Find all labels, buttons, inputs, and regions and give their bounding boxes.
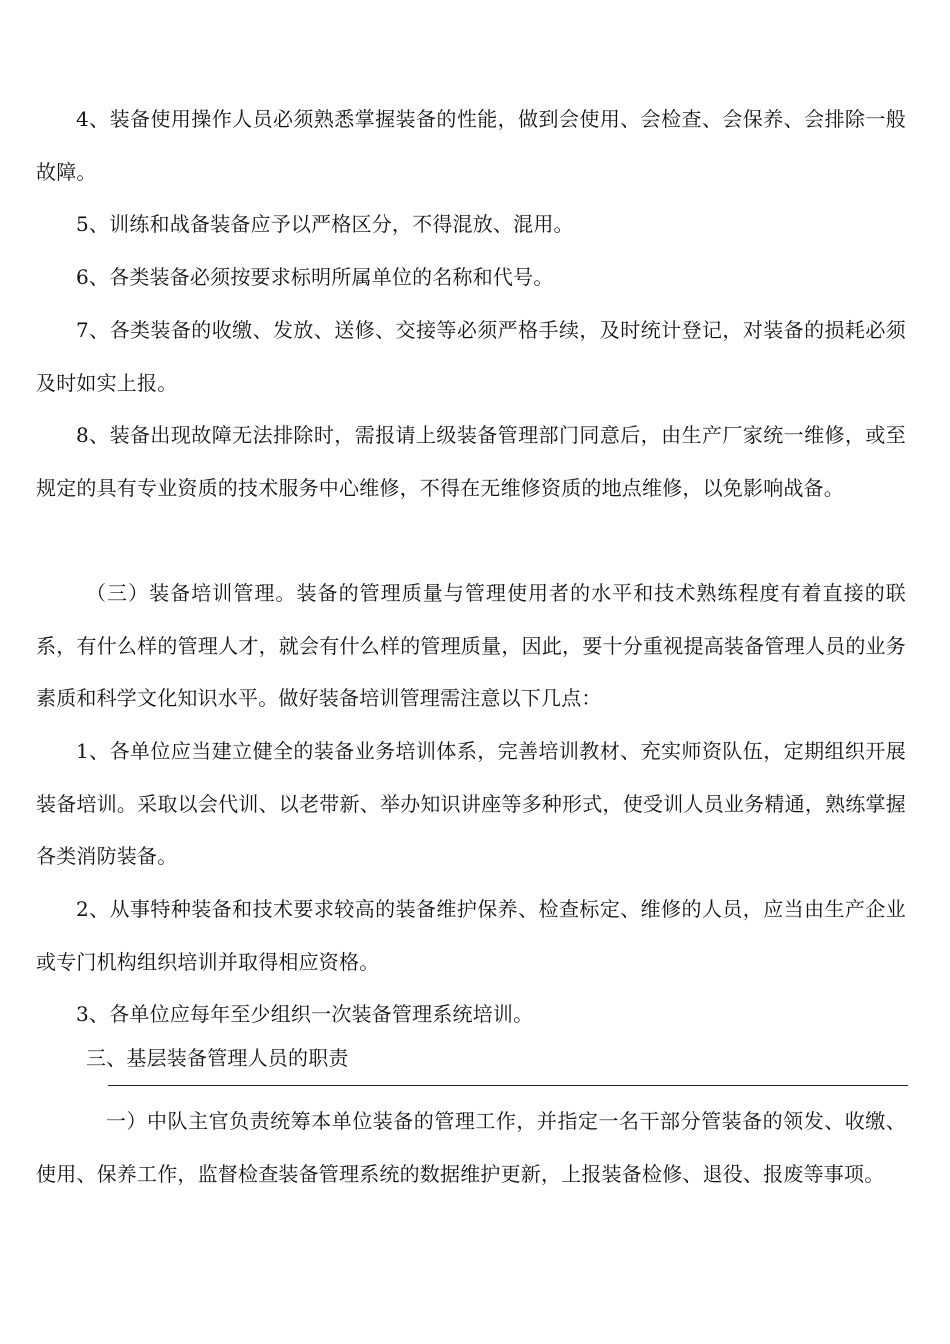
heading-underline-divider <box>108 1085 908 1086</box>
paragraph-item-7: 7、各类装备的收缴、发放、送修、交接等必须严格手续，及时统计登记，对装备的损耗必须及时如实上报。 <box>36 318 906 395</box>
section-heading: 三、基层装备管理人员的职责 <box>86 1046 349 1070</box>
paragraph-item-6: 6、各类装备必须按要求标明所属单位的名称和代号。 <box>76 265 554 289</box>
paragraph-item-5: 5、训练和战备装备应予以严格区分，不得混放、混用。 <box>76 212 574 236</box>
paragraph-training-item-3: 3、各单位应每年至少组织一次装备管理系统培训。 <box>76 1002 534 1026</box>
paragraph-item-8: 8、装备出现故障无法排除时，需报请上级装备管理部门同意后，由生产厂家统一维修，或至规定的具有专业资质的技术服务中心维修，不得在无维修资质的地点维修，以免影响战备。 <box>36 423 906 500</box>
paragraph-training-item-2: 2、从事特种装备和技术要求较高的装备维护保养、检查标定、维修的人员，应当由生产企业或专门机构组织培训并取得相应资格。 <box>36 897 906 974</box>
paragraph-item-4: 4、装备使用操作人员必须熟悉掌握装备的性能，做到会使用、会检查、会保养、会排除一般故障。 <box>36 107 906 184</box>
paragraph-training-item-1: 1、各单位应当建立健全的装备业务培训体系，完善培训教材、充实师资队伍，定期组织开展装备培训。采取以会代训、以老带新、举办知识讲座等多种形式，使受训人员业务精通，熟练掌握各类消防装备。 <box>36 739 906 868</box>
paragraph-training-management: （三）装备培训管理。装备的管理质量与管理使用者的水平和技术熟练程度有着直接的联系，有什么样的管理人才，就会有什么样的管理质量，因此，要十分重视提高装备管理人员的业务素质和科学文化知识水平。做好装备培训管理需注意以下几点： <box>36 581 906 710</box>
paragraph-duty-item-1: 一）中队主官负责统筹本单位装备的管理工作，并指定一名干部分管装备的领发、收缴、使用、保养工作，监督检查装备管理系统的数据维护更新，上报装备检修、退役、报废等事项。 <box>36 1109 906 1186</box>
